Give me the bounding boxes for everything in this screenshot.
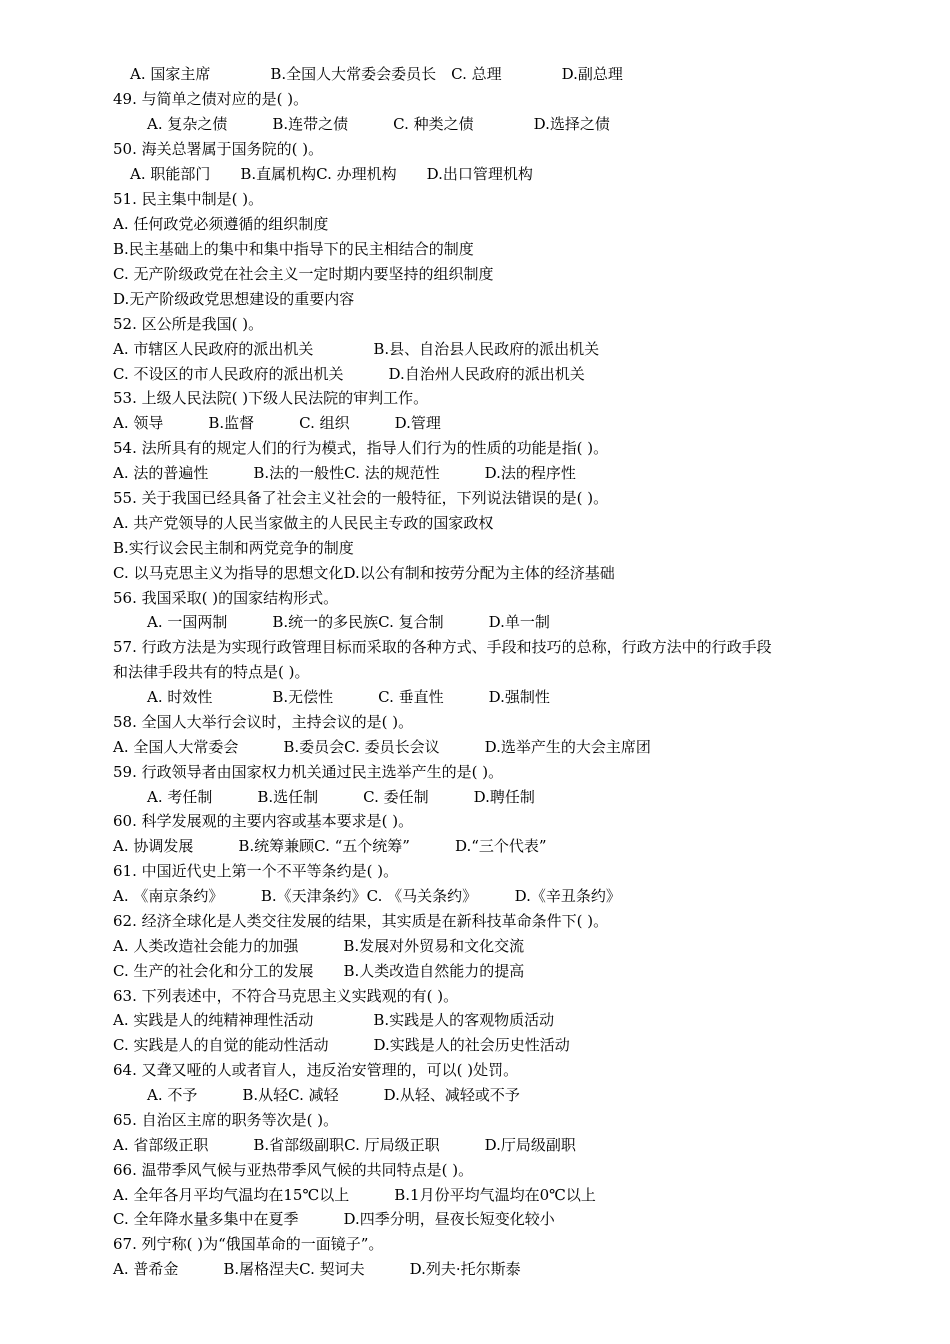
text-line: 65. 自治区主席的职务等次是( )。 [113, 1111, 339, 1129]
text-line: C. 以马克思主义为指导的思想文化D.以公有制和按劳分配为主体的经济基础 [113, 564, 615, 582]
text-line: A. 任何政党必须遵循的组织制度 [113, 215, 329, 233]
text-line: A. 复杂之债 B.连带之债 C. 种类之债 D.选择之债 [147, 115, 610, 133]
text-line: 60. 科学发展观的主要内容或基本要求是( )。 [113, 812, 414, 830]
text-line: B.民主基础上的集中和集中指导下的民主相结合的制度 [113, 240, 474, 258]
text-line: 63. 下列表述中，不符合马克思主义实践观的有( )。 [113, 987, 459, 1005]
text-line: D.无产阶级政党思想建设的重要内容 [113, 290, 355, 308]
text-line: 53. 上级人民法院( )下级人民法院的审判工作。 [113, 389, 429, 407]
text-line: A. 时效性 B.无偿性 C. 垂直性 D.强制性 [147, 688, 550, 706]
text-line: A. 省部级正职 B.省部级副职C. 厅局级正职 D.厅局级副职 [113, 1136, 576, 1154]
text-line: A. 法的普遍性 B.法的一般性C. 法的规范性 D.法的程序性 [113, 464, 576, 482]
text-line: A. 职能部门 B.直属机构C. 办理机构 D.出口管理机构 [130, 165, 533, 183]
text-line: A. 考任制 B.选任制 C. 委任制 D.聘任制 [147, 788, 535, 806]
text-line: 58. 全国人大举行会议时，主持会议的是( )。 [113, 713, 414, 731]
text-line: 64. 又聋又哑的人或者盲人，违反治安管理的，可以( )处罚。 [113, 1061, 519, 1079]
text-line: 57. 行政方法是为实现行政管理目标而采取的各种方式、手段和技巧的总称，行政方法中的行政手段 [113, 638, 772, 656]
text-line: 67. 列宁称( )为“俄国革命的一面镜子”。 [113, 1235, 384, 1253]
text-line: C. 生产的社会化和分工的发展 B.人类改造自然能力的提高 [113, 962, 525, 980]
text-line: 66. 温带季风气候与亚热带季风气候的共同特点是( )。 [113, 1161, 474, 1179]
text-line: A. 共产党领导的人民当家做主的人民民主专政的国家政权 [113, 514, 494, 532]
text-line: 54. 法所具有的规定人们的行为模式，指导人们行为的性质的功能是指( )。 [113, 439, 609, 457]
text-line: A. 普希金 B.屠格涅夫C. 契诃夫 D.列夫·托尔斯泰 [113, 1260, 521, 1278]
text-line: A. 《南京条约》 B.《天津条约》C. 《马关条约》 D.《辛丑条约》 [113, 887, 621, 905]
text-line: B.实行议会民主制和两党竞争的制度 [113, 539, 354, 557]
text-line: A. 不予 B.从轻C. 减轻 D.从轻、减轻或不予 [147, 1086, 520, 1104]
text-line: 51. 民主集中制是( )。 [113, 190, 264, 208]
text-line: 62. 经济全球化是人类交往发展的结果，其实质是在新科技革命条件下( )。 [113, 912, 609, 930]
text-line: A. 国家主席 B.全国人大常委会委员长 C. 总理 D.副总理 [130, 65, 623, 83]
text-line: 52. 区公所是我国( )。 [113, 315, 264, 333]
text-line: C. 全年降水量多集中在夏季 D.四季分明，昼夜长短变化较小 [113, 1210, 555, 1228]
text-line: 49. 与简单之债对应的是( )。 [113, 90, 309, 108]
text-line: A. 人类改造社会能力的加强 B.发展对外贸易和文化交流 [113, 937, 525, 955]
text-line: A. 全年各月平均气温均在15℃以上 B.1月份平均气温均在0℃以上 [113, 1186, 596, 1204]
text-line: 56. 我国采取( )的国家结构形式。 [113, 589, 339, 607]
text-line: A. 实践是人的纯精神理性活动 B.实践是人的客观物质活动 [113, 1011, 555, 1029]
text-line: 50. 海关总署属于国务院的( )。 [113, 140, 324, 158]
text-line: C. 不设区的市人民政府的派出机关 D.自治州人民政府的派出机关 [113, 365, 585, 383]
text-line: 61. 中国近代史上第一个不平等条约是( )。 [113, 862, 399, 880]
text-line: A. 市辖区人民政府的派出机关 B.县、自治县人民政府的派出机关 [113, 340, 600, 358]
text-line: 和法律手段共有的特点是( )。 [113, 663, 310, 681]
text-line: A. 全国人大常委会 B.委员会C. 委员长会议 D.选举产生的大会主席团 [113, 738, 651, 756]
text-line: 55. 关于我国已经具备了社会主义社会的一般特征，下列说法错误的是( )。 [113, 489, 609, 507]
text-line: A. 一国两制 B.统一的多民族C. 复合制 D.单一制 [147, 613, 550, 631]
text-line: C. 实践是人的自觉的能动性活动 D.实践是人的社会历史性活动 [113, 1036, 570, 1054]
text-line: 59. 行政领导者由国家权力机关通过民主选举产生的是( )。 [113, 763, 504, 781]
text-line: C. 无产阶级政党在社会主义一定时期内要坚持的组织制度 [113, 265, 494, 283]
text-line: A. 领导 B.监督 C. 组织 D.管理 [113, 414, 441, 432]
text-line: A. 协调发展 B.统筹兼顾C. “五个统筹” D.“三个代表” [113, 837, 547, 855]
